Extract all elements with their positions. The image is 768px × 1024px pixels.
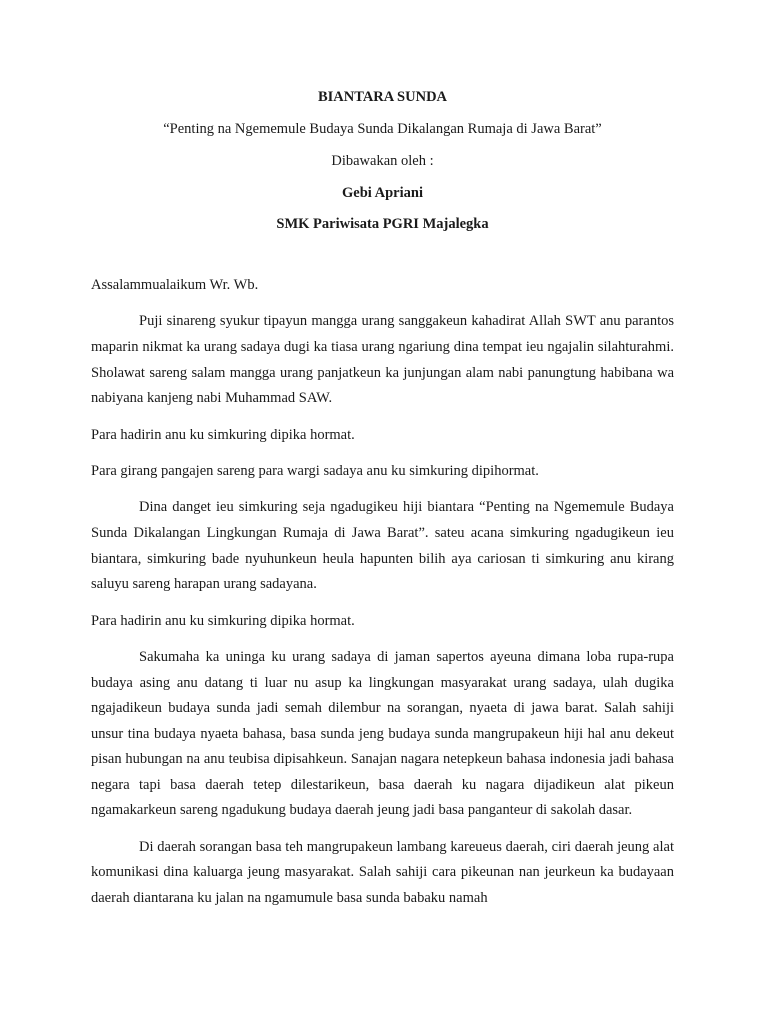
school-name: SMK Pariwisata PGRI Majalegka [276,216,489,232]
body-paragraph: Sakumaha ka uninga ku urang sadaya di jaman sapertos ayeuna dimana loba rupa-rupa budaya asing anu datang ti luar nu asup ka lingkungan masyarakat urang sadaya, ulah dugika ngajadikeun budaya sunda jadi semah dilembur na sorangan, nyaeta di jawa barat. Salah sahiji unsur tina budaya nyaeta bahasa, basa sunda jeng budaya sunda mangrupakeun hiji hal anu dekeut pisan hubungan na anu teubisa dipisahkeun. Sanajan nagara netepkeun bahasa indonesia jadi bahasa negara tapi basa daerah tetep dilestarikeun, basa daerah ku nagara dijadikeun alat pikeun ngamakarkeun sareng ngadukung budaya daerah jeung jadi basa panganteur di sakolah dasar. [91,648,674,819]
document-body [91,273,674,922]
document-subtitle: “Penting na Ngememule Budaya Sunda Dikalangan Rumaja di Jawa Barat” [163,121,602,137]
document-title: BIANTARA SUNDA [317,89,448,105]
body-paragraph: Para hadirin anu ku simkuring dipika hormat. [91,612,355,629]
body-paragraph: Puji sinareng syukur tipayun mangga urang sanggakeun kahadirat Allah SWT anu parantos maparin nikmat ka urang sadaya dugi ka tiasa urang ngariung dina tempat ieu ngajalin silahturahmi. Sholawat sareng salam mangga urang panjatkeun ka junjungan alam nabi panungtung habibana wa nabiyana kanjeng nabi Muhammad SAW. [91,313,674,407]
body-paragraph: Para girang pangajen sareng para wargi sadaya anu ku simkuring dipihormat. [91,462,539,479]
greeting-paragraph: Assalammualaikum Wr. Wb. [91,277,259,293]
body-paragraph: Para hadirin anu ku simkuring dipika hormat. [91,426,355,443]
body-paragraph: Di daerah sorangan basa teh mangrupakeun lambang kareueus daerah, ciri daerah jeung alat komunikasi dina kaluarga jeung masyarakat. Salah sahiji cara pikeunan nan jeurkeun ka budayaan daerah diantarana ku jalan na ngamumule basa sunda babaku namah [91,838,674,907]
presented-by-label: Dibawakan oleh : [331,153,434,169]
body-paragraph: Dina danget ieu simkuring seja ngadugikeu hiji biantara “Penting na Ngememule Budaya Sunda Dikalangan Lingkungan Rumaja di Jawa Barat”. sateu acana simkuring ngadugikeun ieu biantara, simkuring bade nyuhunkeun heula hapunten bilih aya cariosan ti simkuring anu kirang saluyu sareng harapan urang sadayana. [91,499,674,593]
author-name: Gebi Apriani [342,185,423,201]
